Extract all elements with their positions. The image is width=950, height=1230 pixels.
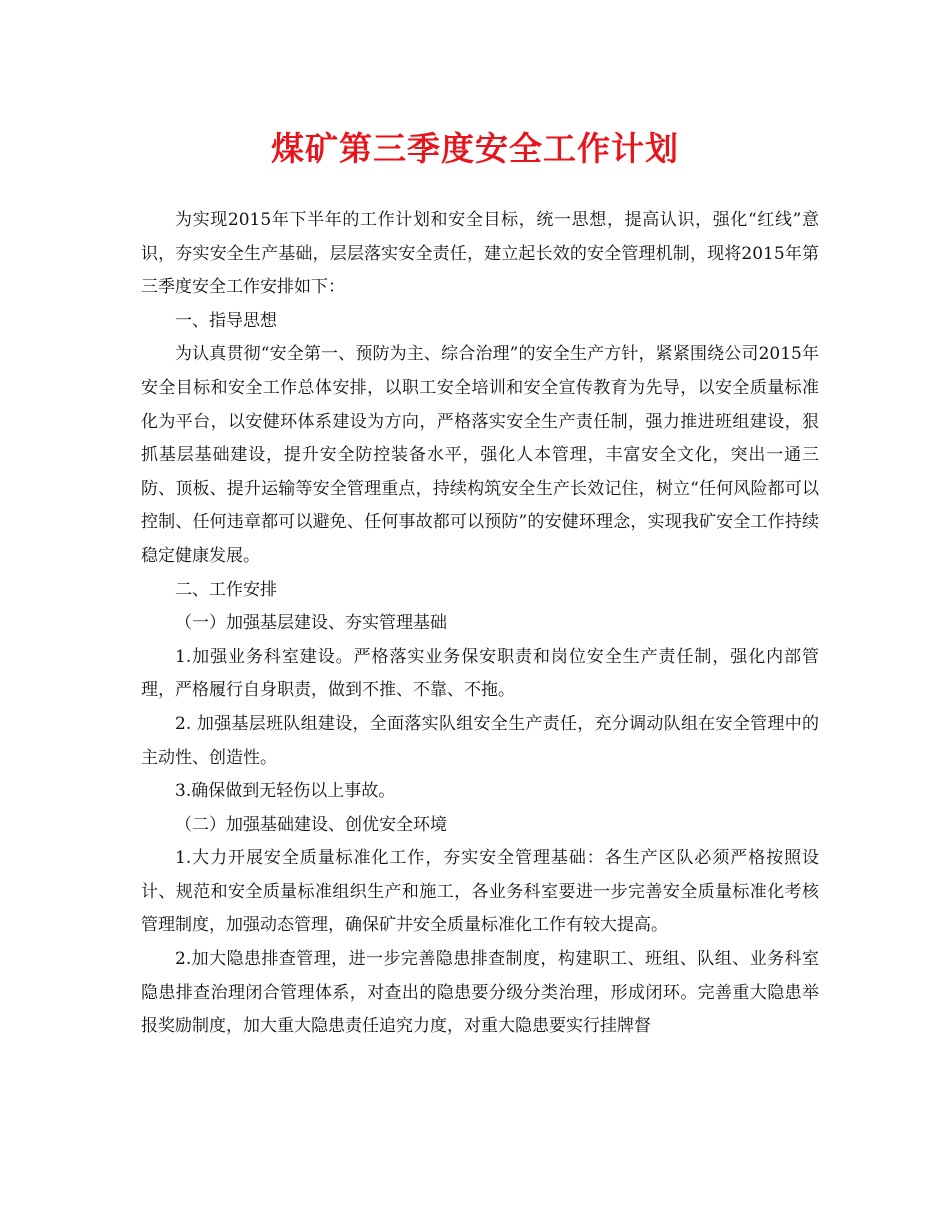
subsection-heading-grassroots: （一）加强基层建设、夯实管理基础 [175,613,447,634]
list-item-grassroots-2: 2. 加强基层班队组建设，全面落实队组安全生产责任，充分调动队组在安全管理中的主动性、创造性。 [141,713,819,768]
intro-paragraph: 为实现2015年下半年的工作计划和安全目标，统一思想，提高认识，强化“红线”意识，夯实安全生产基础，层层落实安全责任，建立起长效的安全管理机制，现将2015年第三季度安全工作安排如下： [141,210,819,298]
guiding-ideology-paragraph: 为认真贯彻“安全第一、预防为主、综合治理”的安全生产方针，紧紧围绕公司2015年安全目标和安全工作总体安排，以职工安全培训和安全宣传教育为先导，以安全质量标准化为平台，以安健环体系建设为方向，严格落实安全生产责任制，强力推进班组建设，狠抓基层基础建设，提升安全防控装备水平，强化人本管理，丰富安全文化，突出一通三防、顶板、提升运输等安全管理重点，持续构筑安全生产长效记住，树立“任何风险都可以控制、任何违章都可以避免、任何事故都可以预防”的安健环理念，实现我矿安全工作持续稳定健康发展。 [141,344,819,566]
list-item-foundation-1: 1.大力开展安全质量标准化工作，夯实安全管理基础：各生产区队必须严格按照设计、规范和安全质量标准组织生产和施工，各业务科室要进一步完善安全质量标准化考核管理制度，加强动态管理，确保矿井安全质量标准化工作有较大提高。 [141,848,819,936]
section-heading-work-arrangement: 二、工作安排 [175,579,277,600]
section-heading-guiding-ideology: 一、指导思想 [175,310,277,331]
subsection-heading-foundation: （二）加强基础建设、创优安全环境 [175,814,447,835]
list-item-grassroots-1: 1.加强业务科室建设。严格落实业务保安职责和岗位安全生产责任制，强化内部管理，严格履行自身职责，做到不推、不靠、不拖。 [141,646,819,701]
document-title: 煤矿第三季度安全工作计划 [271,129,679,168]
list-item-foundation-2: 2.加大隐患排查管理，进一步完善隐患排查制度，构建职工、班组、队组、业务科室隐患排查治理闭合管理体系，对查出的隐患要分级分类治理，形成闭环。完善重大隐患举报奖励制度，加大重大隐患责任追究力度，对重大隐患要实行挂牌督 [141,949,819,1037]
list-item-grassroots-3: 3.确保做到无轻伤以上事故。 [175,781,396,802]
document-body [141,204,819,1044]
